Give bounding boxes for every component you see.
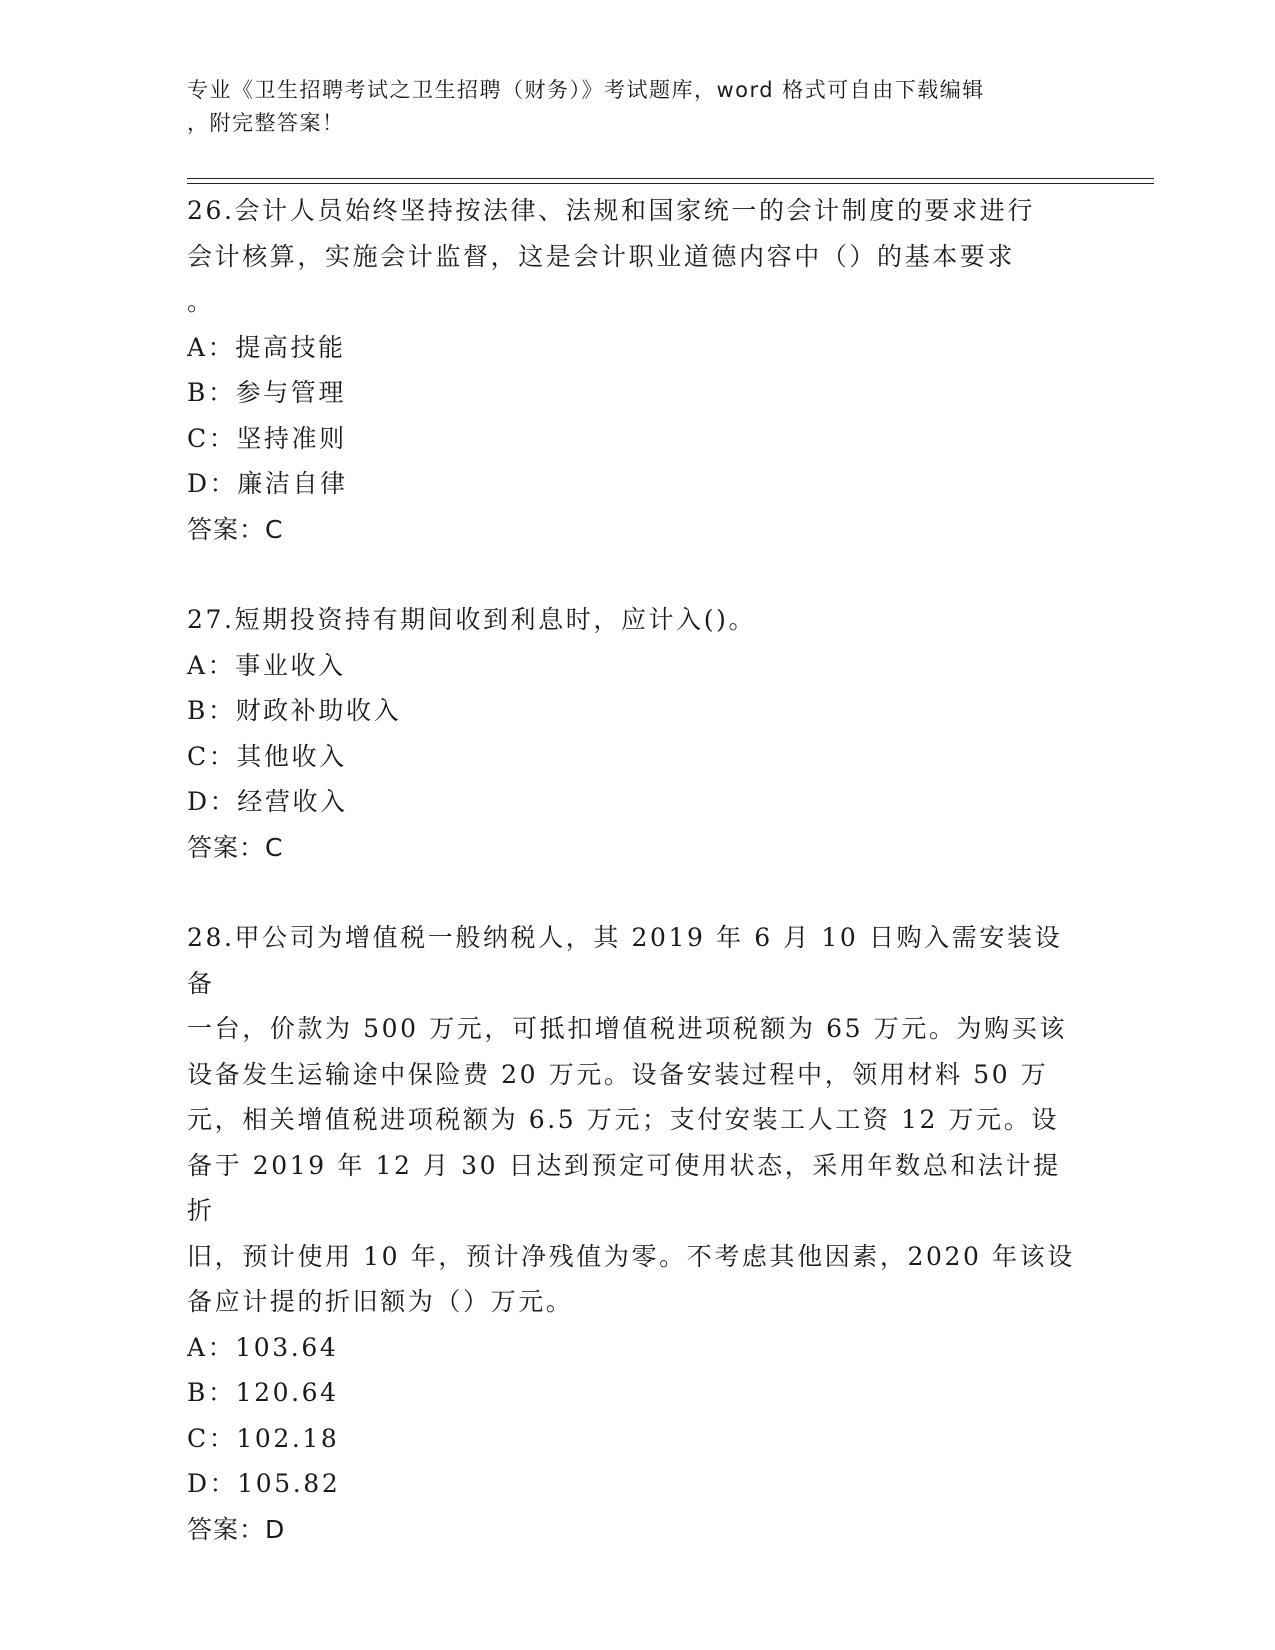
option-b: B：参与管理 — [187, 378, 346, 407]
answer: 答案：D — [187, 1514, 286, 1544]
question-line: 备于 2019 年 12 月 30 日达到预定可使用状态，采用年数总和法计提折 — [187, 1150, 1061, 1225]
option-a: A：103.64 — [187, 1332, 339, 1362]
question-line: 。 — [187, 287, 215, 316]
header-line-2: ，附完整答案！ — [187, 111, 345, 135]
question-line: 设备发生运输途中保险费 20 万元。设备安装过程中，领用材料 50 万 — [187, 1059, 1049, 1089]
question-line: 一台，价款为 500 万元，可抵扣增值税进项税额为 65 万元。为购买该 — [187, 1014, 1067, 1043]
option-c: C：坚持准则 — [187, 423, 347, 453]
answer: 答案：C — [187, 514, 284, 544]
header-divider — [187, 178, 1154, 184]
question-27 — [187, 597, 1087, 870]
document-header — [187, 74, 1067, 140]
question-line: 28.甲公司为增值税一般纳税人，其 2019 年 6 月 10 日购入需安装设备 — [187, 923, 1063, 998]
question-28 — [187, 915, 1087, 1552]
option-d: D：经营收入 — [187, 787, 348, 816]
option-d: D：廉洁自律 — [187, 469, 348, 498]
option-c: C：102.18 — [187, 1423, 340, 1453]
question-text — [187, 915, 1087, 1325]
option-d: D：105.82 — [187, 1469, 341, 1498]
header-line-1: 专业《卫生招聘考试之卫生招聘（财务）》考试题库，word 格式可自由下载编辑 — [187, 78, 985, 102]
option-b: B：120.64 — [187, 1378, 339, 1407]
question-line: 会计核算，实施会计监督，这是会计职业道德内容中（）的基本要求 — [187, 241, 1016, 271]
option-b: B：财政补助收入 — [187, 696, 402, 725]
question-line: 27.短期投资持有期间收到利息时，应计入()。 — [187, 605, 757, 634]
question-26 — [187, 188, 1087, 552]
question-line: 26.会计人员始终坚持按法律、法规和国家统一的会计制度的要求进行 — [187, 196, 1035, 225]
question-line: 元，相关增值税进项税额为 6.5 万元；支付安装工人工资 12 万元。设 — [187, 1105, 1059, 1134]
answer: 答案：C — [187, 832, 284, 862]
question-list — [187, 188, 1087, 1597]
question-text — [187, 597, 1087, 643]
question-line: 备应计提的折旧额为（）万元。 — [187, 1287, 574, 1316]
question-text — [187, 188, 1087, 325]
option-a: A：提高技能 — [187, 332, 346, 362]
option-c: C：其他收入 — [187, 741, 347, 771]
option-a: A：事业收入 — [187, 650, 346, 680]
question-line: 旧，预计使用 10 年，预计净残值为零。不考虑其他因素，2020 年该设 — [187, 1241, 1075, 1271]
